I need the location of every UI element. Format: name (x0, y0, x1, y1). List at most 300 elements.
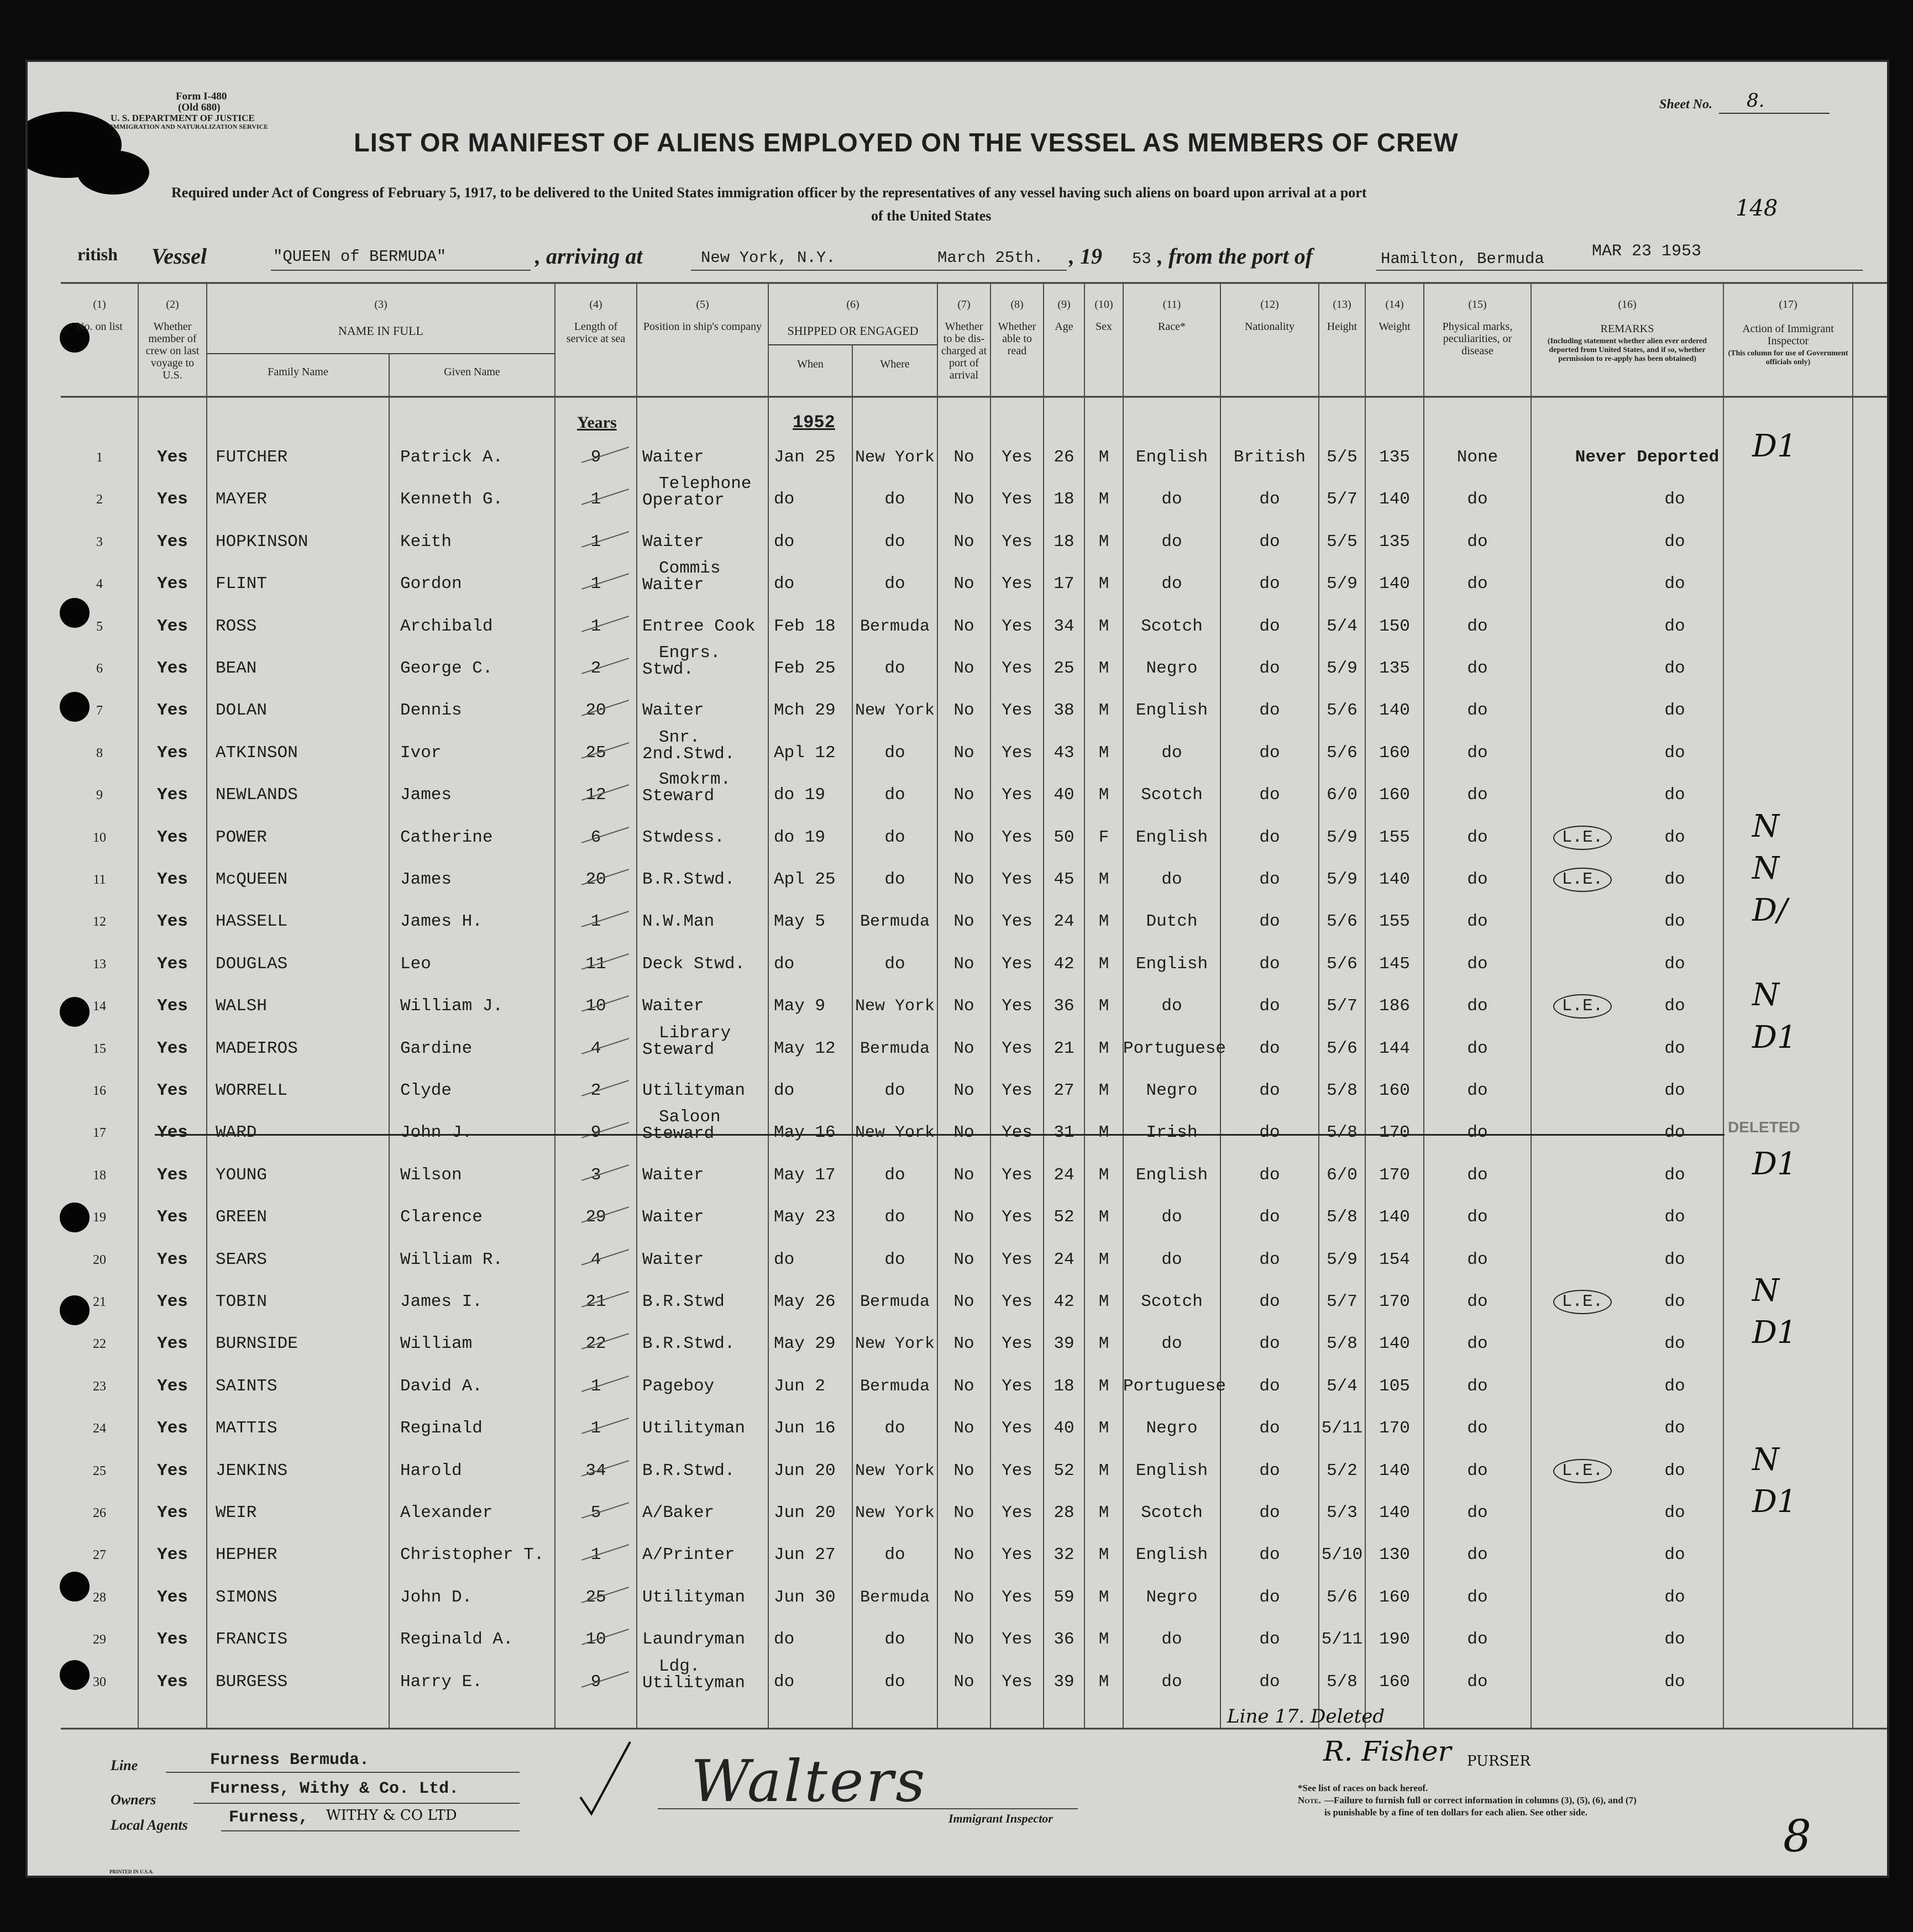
position: A/Baker (642, 1503, 715, 1523)
able-to-read: Yes (1002, 1545, 1033, 1565)
family-name: FLINT (216, 574, 268, 594)
physical-marks: do (1467, 1165, 1488, 1185)
column-number: (17) (1779, 298, 1797, 311)
service-years: 22 (585, 1334, 606, 1354)
height: 5/9 (1327, 870, 1358, 889)
row-number: 20 (93, 1252, 106, 1267)
column-label: No. on list (76, 321, 123, 333)
weight: 155 (1379, 912, 1410, 932)
column-label: Weight (1379, 321, 1411, 333)
shipped-when: do (774, 1672, 795, 1692)
shipped-when: Jun 27 (774, 1545, 836, 1565)
position-line-2: Utilityman (642, 1673, 746, 1693)
able-to-read: Yes (1002, 532, 1033, 552)
able-to-read: Yes (1002, 1334, 1033, 1354)
shipped-when: May 5 (774, 912, 826, 932)
physical-marks: do (1467, 574, 1488, 594)
last-voyage: Yes (157, 870, 188, 889)
weight: 170 (1379, 1292, 1410, 1311)
position: Utilityman (642, 1587, 746, 1607)
row-number: 19 (93, 1210, 106, 1225)
weight: 160 (1379, 743, 1410, 763)
to-be-discharged: No (953, 1587, 974, 1607)
physical-marks: do (1467, 1250, 1488, 1269)
service-years: 1 (590, 1419, 601, 1439)
fine-note: —Failure to furnish full or correct information in columns (3), (5), (6), and (7) (1324, 1795, 1637, 1805)
inspector-action: N (1752, 1273, 1779, 1309)
weight: 160 (1379, 1081, 1410, 1100)
line-underline (166, 1772, 520, 1773)
shipped-where: Bermuda (859, 1588, 930, 1607)
race: English (1135, 448, 1208, 467)
sex: M (1098, 1376, 1109, 1396)
position-line-2: Stwd. (642, 660, 694, 679)
race: English (1135, 701, 1208, 721)
shipped-where: do (884, 1672, 905, 1692)
age: 26 (1054, 448, 1075, 467)
height: 6/0 (1327, 1165, 1358, 1185)
able-to-read: Yes (1002, 616, 1033, 636)
row-number: 16 (93, 1084, 106, 1098)
arriving-place: New York, N.Y. (701, 249, 836, 267)
last-voyage: Yes (157, 912, 188, 932)
race: do (1161, 1250, 1182, 1269)
last-voyage: Yes (157, 827, 188, 847)
nationality: do (1259, 574, 1280, 594)
sex: M (1098, 1038, 1109, 1058)
nationality: do (1259, 1630, 1280, 1650)
given-name: Clyde (400, 1081, 452, 1100)
purser-label: PURSER (1467, 1753, 1531, 1770)
age: 39 (1054, 1334, 1075, 1354)
to-be-discharged: No (953, 870, 974, 889)
sex: M (1098, 1672, 1109, 1692)
given-name: James H. (400, 912, 483, 932)
weight: 140 (1379, 1208, 1410, 1227)
position: A/Printer (642, 1545, 735, 1565)
sex: M (1098, 996, 1109, 1016)
position-line-2: Waiter (642, 575, 704, 595)
height: 5/10 (1321, 1545, 1363, 1565)
to-be-discharged: No (953, 1081, 974, 1100)
family-name: JENKINS (216, 1461, 288, 1481)
height: 5/5 (1327, 532, 1358, 552)
remarks: do (1664, 1165, 1685, 1185)
age: 21 (1054, 1038, 1075, 1058)
fine-note-2: is punishable by a fine of ten dollars for each alien. See other side. (1324, 1807, 1587, 1818)
service-years: 4 (590, 1250, 601, 1269)
physical-marks: do (1467, 1461, 1488, 1481)
age: 31 (1054, 1123, 1075, 1143)
to-be-discharged: No (953, 1419, 974, 1439)
shipped-when: do (774, 1630, 795, 1650)
remarks: do (1664, 954, 1685, 974)
shipped-when: Jun 20 (774, 1461, 836, 1481)
shipped-where: Bermuda (859, 1039, 930, 1058)
le-annotation: L.E. (1553, 994, 1612, 1019)
column-label: Race* (1158, 321, 1186, 333)
row-number: 5 (96, 619, 103, 634)
row-number: 8 (96, 746, 103, 760)
column-label: Whether to be dis-charged at port of arrival (941, 321, 987, 381)
family-name: NEWLANDS (216, 785, 298, 805)
race: English (1135, 1545, 1208, 1565)
position: Utilityman (642, 1419, 746, 1439)
position-line-2: Steward (642, 1124, 715, 1144)
shipped-where: do (884, 743, 905, 763)
given-name: David A. (400, 1376, 483, 1396)
shipped-where: do (884, 659, 905, 678)
row-number: 17 (93, 1126, 106, 1141)
sex: M (1098, 616, 1109, 636)
physical-marks: do (1467, 996, 1488, 1016)
to-be-discharged: No (953, 1165, 974, 1185)
service-years: 34 (585, 1461, 606, 1481)
able-to-read: Yes (1002, 1419, 1033, 1439)
physical-marks: do (1467, 1503, 1488, 1523)
inspector-action: N (1752, 977, 1779, 1014)
given-name: Clarence (400, 1208, 483, 1227)
position: Waiter (642, 1165, 704, 1185)
shipped-where: Bermuda (859, 912, 930, 932)
family-name: FUTCHER (216, 448, 288, 467)
shipped-when: Feb 18 (774, 616, 836, 636)
shipped-when: May 17 (774, 1165, 836, 1185)
race: English (1135, 1461, 1208, 1481)
weight: 160 (1379, 1587, 1410, 1607)
able-to-read: Yes (1002, 448, 1033, 467)
shipped-when: do (774, 1081, 795, 1100)
shipped-where: do (884, 1545, 905, 1565)
position-line-2: Steward (642, 786, 715, 806)
sex: M (1098, 1081, 1109, 1100)
row-number: 3 (96, 534, 103, 549)
shipped-where: do (884, 1165, 905, 1185)
nationality: do (1259, 1165, 1280, 1185)
service-years: 2 (590, 659, 601, 678)
column-number: (15) (1468, 298, 1487, 311)
to-be-discharged: No (953, 785, 974, 805)
column-note: (This column for use of Government officials only) (1728, 349, 1848, 366)
physical-marks: do (1467, 1292, 1488, 1311)
service-years: 1 (590, 1545, 601, 1565)
family-name: SIMONS (216, 1587, 277, 1607)
family-name: POWER (216, 827, 268, 847)
family-name: ROSS (216, 616, 257, 636)
position: Entree Cook (642, 616, 756, 636)
race: do (1161, 1630, 1182, 1650)
shipped-where: Bermuda (859, 617, 930, 636)
purser-signature: R. Fisher (1323, 1735, 1451, 1767)
to-be-discharged: No (953, 1461, 974, 1481)
able-to-read: Yes (1002, 1292, 1033, 1311)
to-be-discharged: No (953, 574, 974, 594)
weight: 154 (1379, 1250, 1410, 1269)
to-be-discharged: No (953, 448, 974, 467)
nationality: do (1259, 1587, 1280, 1607)
sex: M (1098, 490, 1109, 510)
column-number: (7) (957, 298, 971, 311)
physical-marks: do (1467, 827, 1488, 847)
nationality: do (1259, 1038, 1280, 1058)
remarks: do (1664, 490, 1685, 510)
physical-marks: do (1467, 490, 1488, 510)
remarks: do (1664, 1208, 1685, 1227)
inspector-action: N (1752, 1441, 1779, 1478)
owners-underline (193, 1803, 520, 1804)
last-voyage: Yes (157, 1208, 188, 1227)
position: Waiter (642, 996, 704, 1016)
inspector-action: D1 (1752, 1484, 1797, 1520)
last-voyage: Yes (157, 1587, 188, 1607)
column-label: Length of service at sea (566, 321, 626, 345)
height: 5/9 (1327, 574, 1358, 594)
physical-marks: do (1467, 743, 1488, 763)
position: Waiter (642, 1250, 704, 1269)
age: 24 (1054, 1250, 1075, 1269)
shipped-when: May 26 (774, 1292, 836, 1311)
given-name: Reginald A. (400, 1630, 513, 1650)
given-name: Harry E. (400, 1672, 483, 1692)
row-number: 27 (93, 1548, 106, 1563)
family-name: HEPHER (216, 1545, 277, 1565)
row-number: 26 (93, 1506, 106, 1520)
position: Utilityman (642, 1081, 746, 1100)
able-to-read: Yes (1002, 954, 1033, 974)
service-years: 29 (585, 1208, 606, 1227)
physical-marks: do (1467, 1587, 1488, 1607)
height: 5/9 (1327, 659, 1358, 678)
shipped-where: do (884, 827, 905, 847)
physical-marks: do (1467, 1038, 1488, 1058)
given-name: William R. (400, 1250, 504, 1269)
nationality: do (1259, 912, 1280, 932)
row-number: 25 (93, 1463, 106, 1478)
row-number: 2 (96, 492, 103, 507)
service-years: 6 (590, 827, 601, 847)
nationality: do (1259, 1081, 1280, 1100)
shipped-where: New York (855, 1335, 935, 1354)
position-line-2: Steward (642, 1040, 715, 1059)
race: English (1135, 954, 1208, 974)
race: Negro (1146, 1587, 1198, 1607)
column-sublabel: When (797, 358, 824, 370)
weight: 135 (1379, 659, 1410, 678)
last-voyage: Yes (157, 1419, 188, 1439)
family-name: WORRELL (216, 1081, 288, 1100)
row-number: 15 (93, 1041, 106, 1056)
last-voyage: Yes (157, 1503, 188, 1523)
physical-marks: do (1467, 659, 1488, 678)
service-years: 1 (590, 616, 601, 636)
inspector-action: N (1752, 808, 1779, 844)
inspector-action: D/ (1752, 893, 1788, 929)
last-voyage: Yes (157, 1630, 188, 1650)
row-number: 28 (93, 1590, 106, 1605)
race: do (1161, 743, 1182, 763)
nationality: do (1259, 1461, 1280, 1481)
weight: 155 (1379, 827, 1410, 847)
shipped-when: May 9 (774, 996, 826, 1016)
weight: 144 (1379, 1038, 1410, 1058)
weight: 135 (1379, 448, 1410, 467)
sex: M (1098, 1123, 1109, 1143)
sex: M (1098, 1587, 1109, 1607)
nationality: do (1259, 1503, 1280, 1523)
shipped-where: do (884, 532, 905, 552)
shipped-when: Mch 29 (774, 701, 836, 721)
sex: M (1098, 870, 1109, 889)
race: Portuguese (1123, 1376, 1227, 1396)
column-sublabel: Given Name (444, 366, 500, 378)
remarks: do (1664, 1250, 1685, 1269)
vessel-nationality: ritish (77, 244, 118, 264)
position: Stwdess. (642, 827, 725, 847)
nationality: do (1259, 827, 1280, 847)
position-line-1: Ldg. (659, 1656, 700, 1676)
height: 5/8 (1327, 1208, 1358, 1227)
shipped-where: do (884, 870, 905, 889)
service-years: 3 (590, 1165, 601, 1185)
height: 5/8 (1327, 1672, 1358, 1692)
weight: 160 (1379, 785, 1410, 805)
position: Pageboy (642, 1376, 715, 1396)
height: 5/6 (1327, 743, 1358, 763)
given-name: Kenneth G. (400, 490, 504, 510)
given-name: James I. (400, 1292, 483, 1311)
last-voyage: Yes (157, 1376, 188, 1396)
nationality: do (1259, 743, 1280, 763)
column-label: NAME IN FULL (338, 324, 423, 338)
sex: F (1098, 827, 1109, 847)
given-name: Wilson (400, 1165, 462, 1185)
shipped-where: do (884, 1208, 905, 1227)
race: Scotch (1141, 1292, 1203, 1311)
row-number: 11 (93, 873, 106, 887)
physical-marks: do (1467, 785, 1488, 805)
family-name: MATTIS (216, 1419, 277, 1439)
height: 5/5 (1327, 448, 1358, 467)
page-number-handwritten: 148 (1736, 196, 1778, 221)
arriving-label: , arriving at (535, 244, 643, 269)
inspector-action: D1 (1752, 1315, 1797, 1351)
able-to-read: Yes (1002, 1672, 1033, 1692)
nationality: do (1259, 954, 1280, 974)
deleted-strike-line (155, 1134, 1725, 1136)
remarks: do (1664, 1292, 1685, 1311)
to-be-discharged: No (953, 1503, 974, 1523)
shipped-when: do (774, 1250, 795, 1269)
column-label: Age (1055, 321, 1073, 333)
agents-underline (221, 1830, 520, 1831)
age: 52 (1054, 1208, 1075, 1227)
shipped-when: Jun 20 (774, 1503, 836, 1523)
able-to-read: Yes (1002, 1461, 1033, 1481)
able-to-read: Yes (1002, 1208, 1033, 1227)
to-be-discharged: No (953, 659, 974, 678)
able-to-read: Yes (1002, 743, 1033, 763)
age: 32 (1054, 1545, 1075, 1565)
remarks: do (1664, 1587, 1685, 1607)
physical-marks: do (1467, 1208, 1488, 1227)
height: 5/6 (1327, 701, 1358, 721)
family-name: SEARS (216, 1250, 268, 1269)
shipped-when: Jun 2 (774, 1376, 826, 1396)
inspector-action: D1 (1752, 1146, 1797, 1182)
shipped-where: New York (855, 701, 935, 721)
weight: 140 (1379, 701, 1410, 721)
column-label: Height (1327, 321, 1358, 333)
physical-marks: do (1467, 1545, 1488, 1565)
to-be-discharged: No (953, 743, 974, 763)
height: 5/11 (1321, 1630, 1363, 1650)
family-name: ATKINSON (216, 743, 298, 763)
height: 5/9 (1327, 827, 1358, 847)
family-name: HOPKINSON (216, 532, 308, 552)
row-number: 4 (96, 577, 103, 592)
nationality: do (1259, 490, 1280, 510)
fine-note-label: Note. (1298, 1795, 1321, 1805)
position: Deck Stwd. (642, 954, 746, 974)
action-deleted-stamp: DELETED (1728, 1119, 1800, 1136)
physical-marks: do (1467, 1081, 1488, 1100)
position-line-1: Saloon (659, 1107, 721, 1127)
physical-marks: do (1467, 912, 1488, 932)
physical-marks: do (1467, 1376, 1488, 1396)
position: N.W.Man (642, 912, 715, 932)
column-number: (16) (1618, 298, 1637, 311)
service-years: 20 (585, 870, 606, 889)
shipped-when: Apl 25 (774, 870, 836, 889)
last-voyage: Yes (157, 785, 188, 805)
nationality: do (1259, 785, 1280, 805)
family-name: YOUNG (216, 1165, 268, 1185)
age: 43 (1054, 743, 1075, 763)
shipped-where: do (884, 490, 905, 510)
last-voyage: Yes (157, 532, 188, 552)
race: do (1161, 996, 1182, 1016)
family-name: WARD (216, 1123, 257, 1143)
race: Scotch (1141, 616, 1203, 636)
service-years: 9 (590, 448, 601, 467)
race: Scotch (1141, 785, 1203, 805)
given-name: John D. (400, 1587, 473, 1607)
able-to-read: Yes (1002, 1587, 1033, 1607)
position-line-1: Engrs. (659, 643, 721, 663)
to-be-discharged: No (953, 1376, 974, 1396)
shipped-when: Jun 30 (774, 1587, 836, 1607)
given-name: Dennis (400, 701, 462, 721)
last-voyage: Yes (157, 490, 188, 510)
shipped-where: do (884, 785, 905, 805)
year-prefix: , 19 (1069, 244, 1102, 269)
row-number: 10 (93, 830, 106, 845)
owners-value: Furness, Withy & Co. Ltd. (210, 1779, 459, 1798)
row-number: 13 (93, 957, 106, 972)
weight: 170 (1379, 1165, 1410, 1185)
service-years: 25 (585, 1587, 606, 1607)
service-years: 1 (590, 1376, 601, 1396)
position: B.R.Stwd. (642, 870, 735, 889)
races-note: *See list of races on back hereof. (1298, 1783, 1428, 1793)
last-voyage: Yes (157, 1250, 188, 1269)
shipped-when: May 23 (774, 1208, 836, 1227)
last-voyage: Yes (157, 1038, 188, 1058)
last-voyage: Yes (157, 659, 188, 678)
sex: M (1098, 1250, 1109, 1269)
age: 27 (1054, 1081, 1075, 1100)
to-be-discharged: No (953, 1250, 974, 1269)
